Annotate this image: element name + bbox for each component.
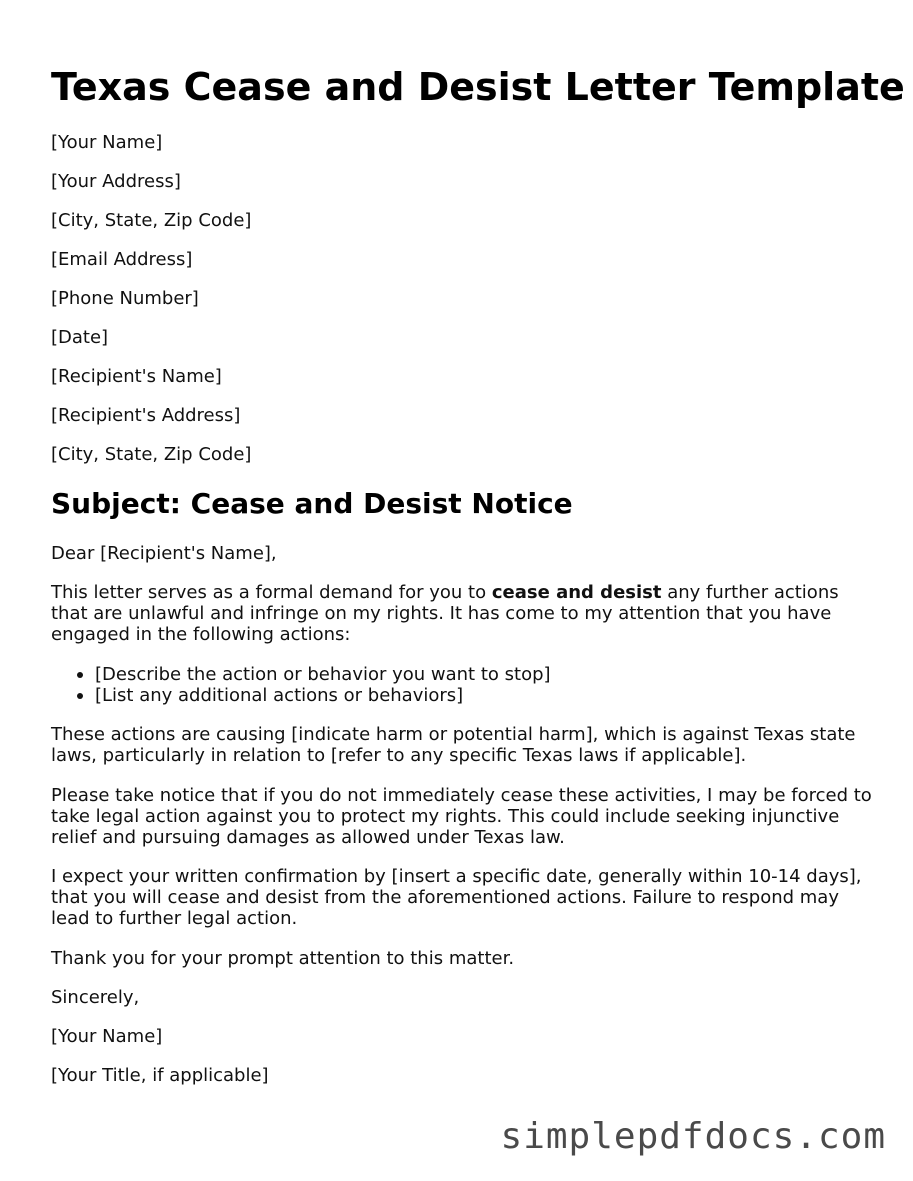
list-item-text: [List any additional actions or behaviors] xyxy=(95,685,464,706)
intro-text-after: any further actions that are unlawful and infringe on my rights. It has come to my attention that you have engaged in the following actions: xyxy=(51,582,839,645)
letter-date: [Date] xyxy=(51,327,109,348)
list-item-text: [Describe the action or behavior you want to stop] xyxy=(95,664,551,685)
recipient-name: [Recipient's Name] xyxy=(51,366,222,387)
actions-list xyxy=(51,664,551,706)
notice-paragraph: Please take notice that if you do not immediately cease these activities, I may be forced to take legal action against you to protect my rights. This could include seeking injunctive relief and pursuing damages as allowed under Texas law. xyxy=(51,785,872,848)
intro-paragraph xyxy=(51,582,873,645)
subject-heading: Subject: Cease and Desist Notice xyxy=(51,487,573,520)
signature-title: [Your Title, if applicable] xyxy=(51,1065,269,1086)
list-item xyxy=(51,664,551,685)
confirmation-paragraph: I expect your written confirmation by [insert a specific date, generally within 10-14 days], that you will cease and desist from the aforementioned actions. Failure to respond may lead to further legal action. xyxy=(51,866,862,929)
sender-name: [Your Name] xyxy=(51,132,163,153)
closing-line: Sincerely, xyxy=(51,987,140,1008)
site-watermark: simplepdfdocs.com xyxy=(500,1116,886,1157)
sender-city-state-zip: [City, State, Zip Code] xyxy=(51,210,252,231)
sender-phone: [Phone Number] xyxy=(51,288,199,309)
intro-text-before: This letter serves as a formal demand for you to xyxy=(51,582,492,603)
sender-address: [Your Address] xyxy=(51,171,181,192)
recipient-city-state-zip: [City, State, Zip Code] xyxy=(51,444,252,465)
document-title: Texas Cease and Desist Letter Template xyxy=(51,65,905,109)
recipient-address: [Recipient's Address] xyxy=(51,405,241,426)
bullet-icon xyxy=(77,672,83,678)
bullet-icon xyxy=(77,693,83,699)
harm-paragraph: These actions are causing [indicate harm or potential harm], which is against Texas state laws, particularly in relation to [refer to any specific Texas laws if applicable]. xyxy=(51,724,856,766)
intro-emphasis: cease and desist xyxy=(491,582,662,603)
list-item xyxy=(51,685,551,706)
salutation: Dear [Recipient's Name], xyxy=(51,543,277,564)
sender-email: [Email Address] xyxy=(51,249,193,270)
thanks-line: Thank you for your prompt attention to this matter. xyxy=(51,948,515,969)
signature-name: [Your Name] xyxy=(51,1026,163,1047)
